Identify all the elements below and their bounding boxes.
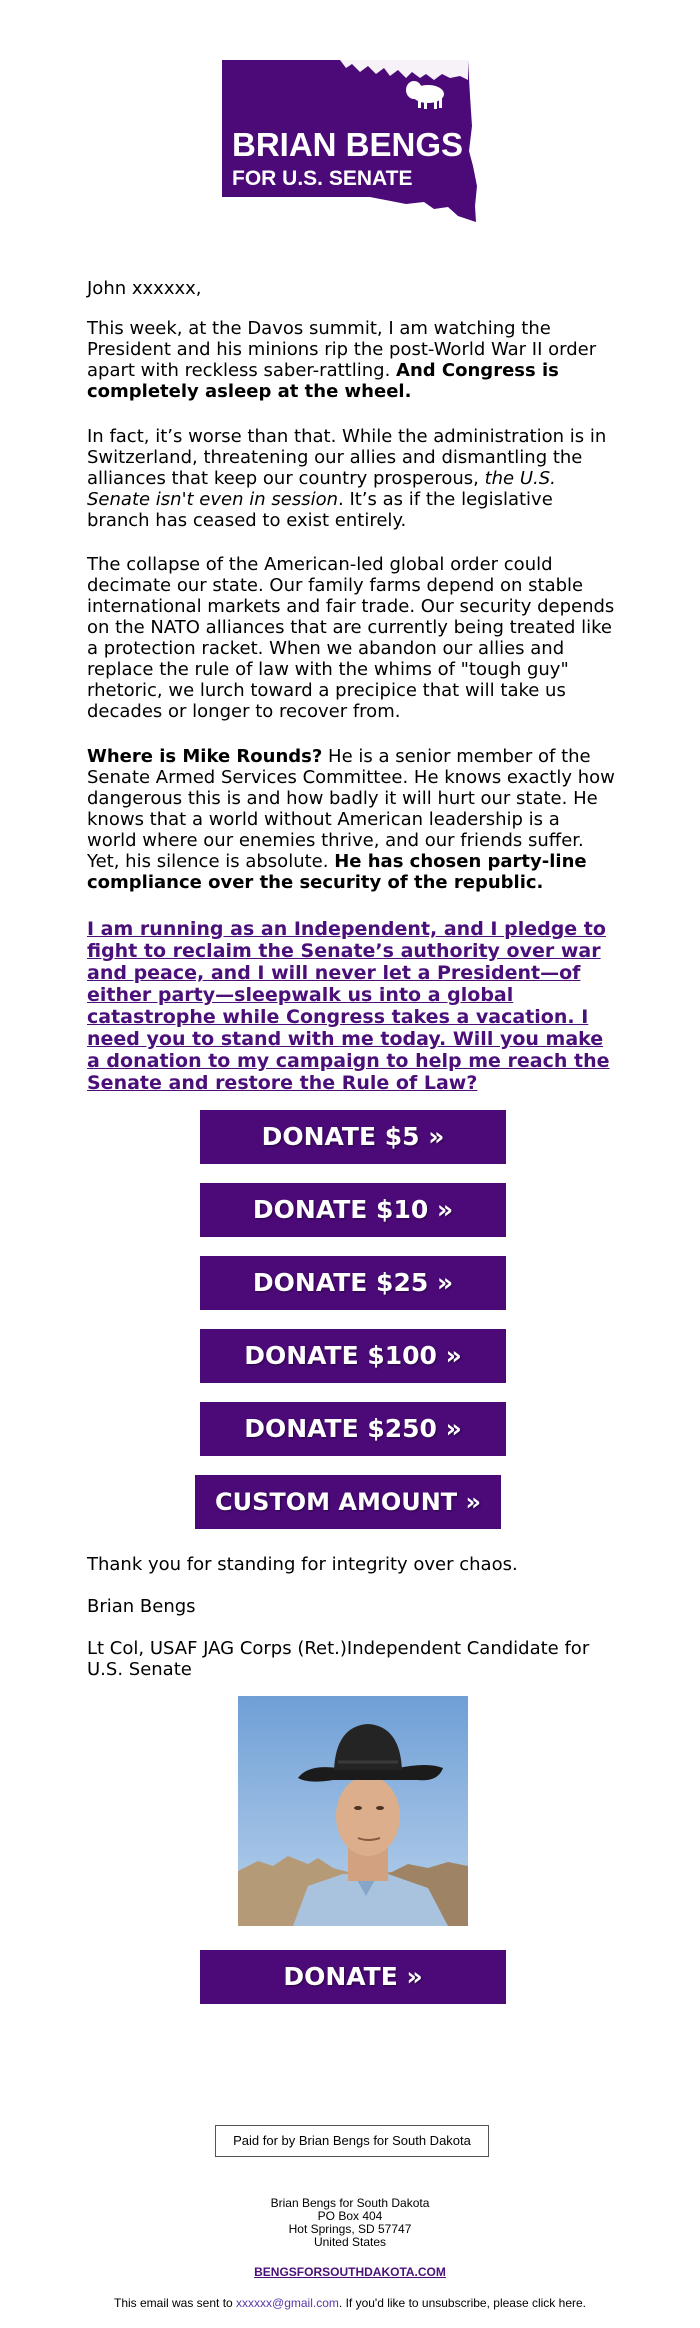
donate-100-button[interactable]: DONATE $100 » — [200, 1329, 506, 1383]
paragraph-4-bold: He has chosen party-line compliance over the security of the republic. — [87, 851, 587, 893]
svg-text:FOR U.S. SENATE: FOR U.S. SENATE — [232, 167, 413, 190]
recipient-email-link[interactable]: xxxxxx@gmail.com — [236, 2296, 339, 2310]
unsubscribe-notice — [0, 2296, 700, 2310]
donate-250-button[interactable]: DONATE $250 » — [200, 1402, 506, 1456]
paragraph-2-text: In fact, it’s worse than that. While the administration is in Switzerland, threatening our allies and dismantling the alliances that keep our country prosperous, — [87, 426, 607, 489]
svg-text:BRIAN BENGS: BRIAN BENGS — [232, 126, 464, 163]
paragraph-3: The collapse of the American-led global order could decimate our state. Our family farms depend on stable international markets and fair trade. Our security depends on the NATO alliances that are currently being treated like a protection racket. When we abandon our allies and replace the rule of law with the whims of "tough guy" rhetoric, we lurch toward a precipice that will take us decades or longer to recover from. — [87, 554, 615, 722]
paragraph-2 — [87, 426, 615, 531]
paragraph-1 — [87, 318, 615, 402]
paragraph-1-bold: And Congress is completely asleep at the wheel. — [87, 360, 559, 402]
paragraph-4-question: Where is Mike Rounds? — [87, 746, 323, 767]
paragraph-4-text: He is a senior member of the Senate Armed Services Committee. He knows exactly how dangerous this is and how badly it will hurt our state. He knows that a world without American leadership is a world where our enemies thrive, and our friends suffer. Yet, his silence is absolute. — [87, 746, 615, 872]
paragraph-2-italic: the U.S. Senate isn't even in session — [87, 468, 556, 510]
donate-button[interactable]: DONATE » — [200, 1950, 506, 2004]
footer-org-name: Brian Bengs for South Dakota — [270, 2196, 430, 2210]
paragraph-1-text: This week, at the Davos summit, I am watching the President and his minions rip the post-World War II order apart with reckless saber-rattling. — [87, 318, 597, 381]
website-link[interactable]: BENGSFORSOUTHDAKOTA.COM — [254, 2265, 446, 2279]
signature-name: Brian Bengs — [87, 1596, 196, 1617]
footer-po-box: PO Box 404 — [317, 2209, 383, 2223]
campaign-logo — [220, 56, 482, 224]
candidate-photo — [238, 1696, 468, 1926]
custom-amount-button[interactable]: CUSTOM AMOUNT » — [195, 1475, 501, 1529]
donate-25-button[interactable]: DONATE $25 » — [200, 1256, 506, 1310]
footer-city: Hot Springs, SD 57747 — [288, 2222, 412, 2236]
paragraph-2-tail: . It’s as if the legislative branch has ceased to exist entirely. — [87, 489, 553, 531]
sent-prefix: This email was sent to — [113, 2296, 237, 2310]
greeting: John xxxxxx, — [87, 278, 202, 299]
paragraph-4 — [87, 746, 615, 893]
unsubscribe-text[interactable]: . If you'd like to unsubscribe, please click here. — [338, 2296, 586, 2310]
signature-title: Lt Col, USAF JAG Corps (Ret.)Independent Candidate for U.S. Senate — [87, 1638, 590, 1680]
thank-you-line: Thank you for standing for integrity over chaos. — [87, 1554, 518, 1575]
donate-10-button[interactable]: DONATE $10 » — [200, 1183, 506, 1237]
donation-appeal-link[interactable]: I am running as an Independent, and I pledge to fight to reclaim the Senate’s authority over war and peace, and I will never let a President—of either party—sleepwalk us into a global catastrophe while Congress takes a vacation. I need you to stand with me today. Will you make a donation to my campaign to help me reach the Senate and restore the Rule of Law? — [87, 918, 610, 1094]
south-dakota-state-logo — [220, 56, 482, 224]
footer-country: United States — [313, 2235, 387, 2249]
donate-5-button[interactable]: DONATE $5 » — [200, 1110, 506, 1164]
paid-for-disclaimer: Paid for by Brian Bengs for South Dakota — [215, 2125, 489, 2157]
